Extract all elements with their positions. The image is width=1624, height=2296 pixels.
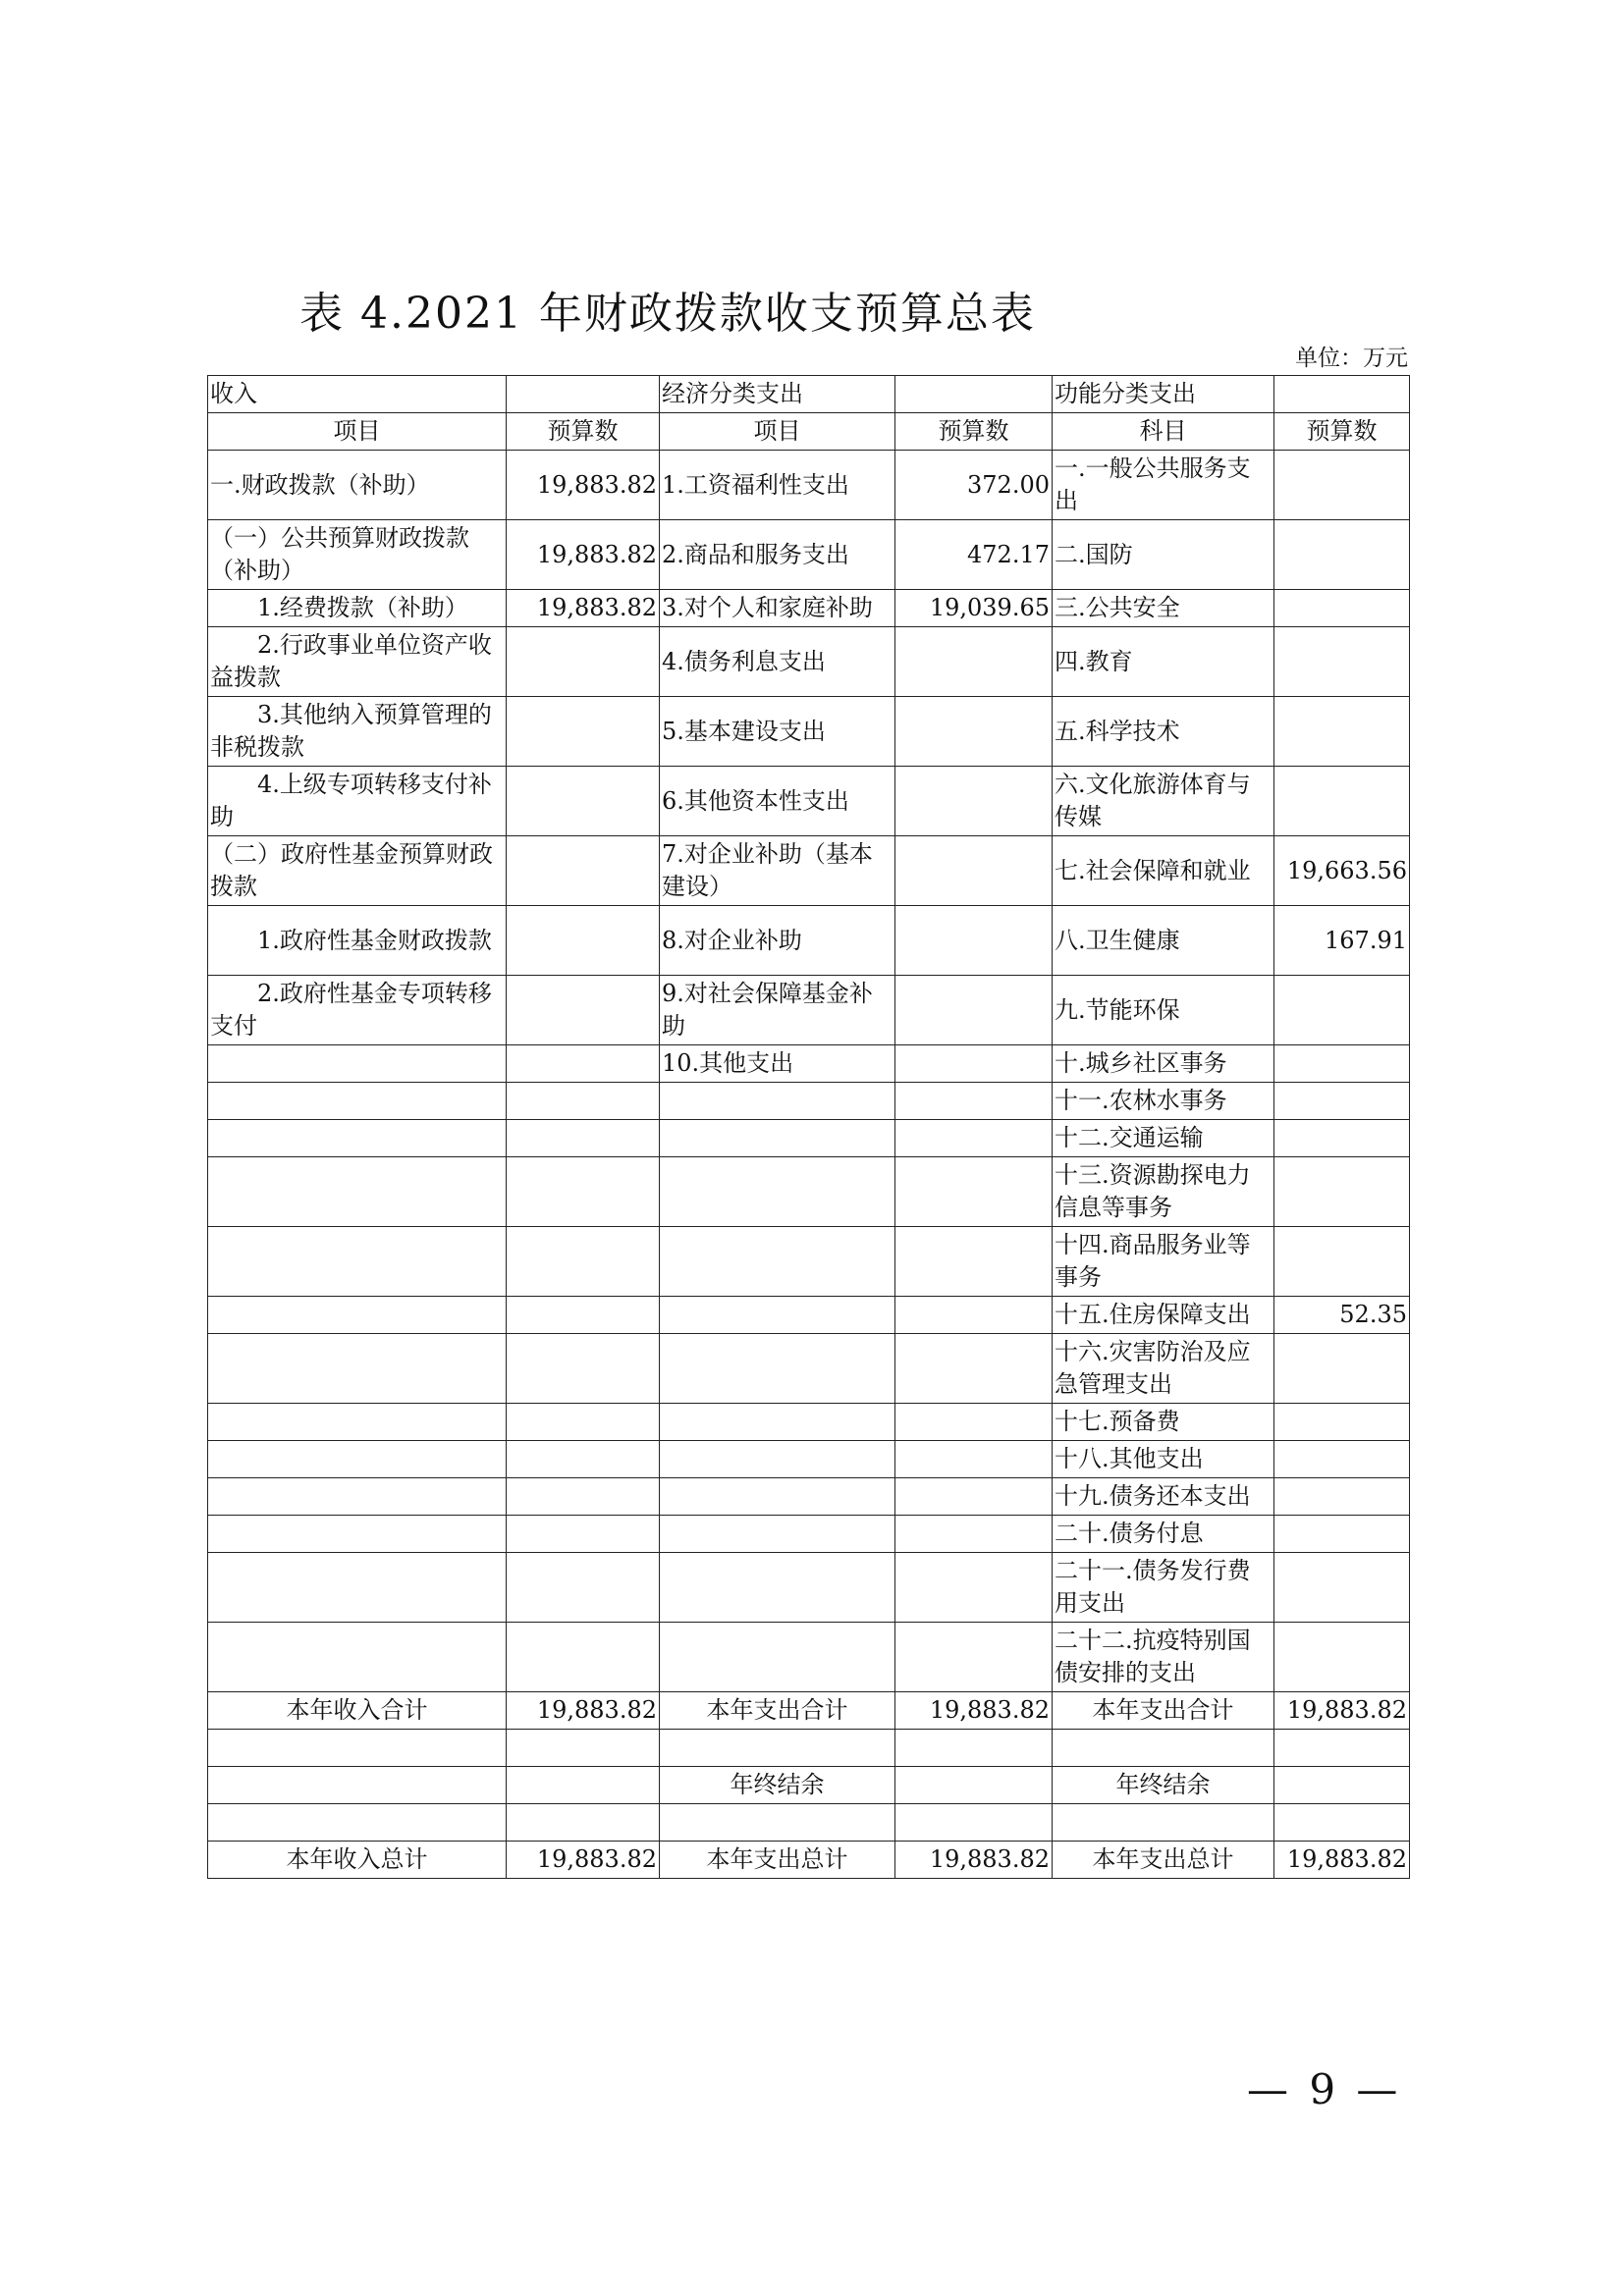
header-income-item: 项目 (208, 413, 507, 451)
cell-econ-item: 1.工资福利性支出 (660, 451, 895, 520)
cell-income-item: （一）公共预算财政拨款（补助） (208, 520, 507, 590)
grand-income-label: 本年收入总计 (208, 1842, 507, 1879)
table-row (208, 1297, 1410, 1334)
cell-econ-item (660, 1441, 895, 1478)
cell-econ-amount (895, 1553, 1053, 1623)
cell-func-amount (1274, 1334, 1410, 1404)
cell-func-amount (1274, 1623, 1410, 1692)
cell-income-amount (507, 1334, 660, 1404)
cell-func-item: 十六.灾害防治及应急管理支出 (1053, 1334, 1274, 1404)
cell-income-item (208, 1478, 507, 1516)
cell-income-item: 4.上级专项转移支付补助 (208, 767, 507, 836)
table-row (208, 1478, 1410, 1516)
table-row (208, 906, 1410, 976)
cell-econ-item: 2.商品和服务支出 (660, 520, 895, 590)
balance-func-label: 年终结余 (1053, 1767, 1274, 1804)
cell-func-amount (1274, 1553, 1410, 1623)
cell-income-item (208, 1516, 507, 1553)
cell-func-item: 六.文化旅游体育与传媒 (1053, 767, 1274, 836)
cell-econ-amount (895, 1623, 1053, 1692)
cell-econ-item: 4.债务利息支出 (660, 627, 895, 697)
cell-income-item: （二）政府性基金预算财政拨款 (208, 836, 507, 906)
table-row (208, 1045, 1410, 1083)
cell-func-item: 十七.预备费 (1053, 1404, 1274, 1441)
header-econ-amount: 预算数 (895, 413, 1053, 451)
cell-income-amount (507, 1157, 660, 1227)
group-func-blank (1274, 376, 1410, 413)
group-income: 收入 (208, 376, 507, 413)
cell-income-amount (507, 976, 660, 1045)
cell-func-item: 十八.其他支出 (1053, 1441, 1274, 1478)
table-row (208, 1623, 1410, 1692)
balance-row (208, 1767, 1410, 1804)
blank-row (208, 1804, 1410, 1842)
cell-income-amount (507, 1553, 660, 1623)
cell-income-item (208, 1334, 507, 1404)
cell-econ-item: 7.对企业补助（基本建设） (660, 836, 895, 906)
cell-econ-amount (895, 1516, 1053, 1553)
cell-func-item: 二十.债务付息 (1053, 1516, 1274, 1553)
total-func-label: 本年支出合计 (1053, 1692, 1274, 1730)
cell-income-amount (507, 836, 660, 906)
cell-func-item: 十五.住房保障支出 (1053, 1297, 1274, 1334)
cell-income-item (208, 1404, 507, 1441)
cell-econ-item (660, 1227, 895, 1297)
table-row (208, 1227, 1410, 1297)
table-row (208, 1083, 1410, 1120)
cell-econ-item (660, 1478, 895, 1516)
cell-income-amount: 19,883.82 (507, 520, 660, 590)
cell-econ-item: 10.其他支出 (660, 1045, 895, 1083)
table-row (208, 1120, 1410, 1157)
cell-income-item (208, 1045, 507, 1083)
cell-econ-amount (895, 697, 1053, 767)
cell-income-amount (507, 767, 660, 836)
cell-econ-item (660, 1334, 895, 1404)
cell-income-item: 3.其他纳入预算管理的非税拨款 (208, 697, 507, 767)
cell-func-amount (1274, 1083, 1410, 1120)
table-row (208, 1516, 1410, 1553)
cell-income-amount (507, 1120, 660, 1157)
grand-func-amount: 19,883.82 (1274, 1842, 1410, 1879)
cell-econ-item (660, 1516, 895, 1553)
cell-income-item (208, 1227, 507, 1297)
cell-func-item: 九.节能环保 (1053, 976, 1274, 1045)
cell-econ-item: 5.基本建设支出 (660, 697, 895, 767)
cell-income-item (208, 1623, 507, 1692)
cell-income-item: 一.财政拨款（补助） (208, 451, 507, 520)
cell-econ-item (660, 1404, 895, 1441)
cell-func-amount (1274, 767, 1410, 836)
cell-econ-item: 3.对个人和家庭补助 (660, 590, 895, 627)
cell-income-amount (507, 1516, 660, 1553)
group-income-blank (507, 376, 660, 413)
cell-income-item: 1.经费拨款（补助） (208, 590, 507, 627)
cell-func-amount (1274, 1478, 1410, 1516)
cell-econ-amount (895, 1334, 1053, 1404)
cell-func-item: 八.卫生健康 (1053, 906, 1274, 976)
cell-econ-amount (895, 1297, 1053, 1334)
cell-func-amount (1274, 1404, 1410, 1441)
cell-income-amount (507, 1623, 660, 1692)
page-number: — 9 — (1247, 2065, 1402, 2113)
total-econ-label: 本年支出合计 (660, 1692, 895, 1730)
header-func-item: 科目 (1053, 413, 1274, 451)
cell-econ-amount: 472.17 (895, 520, 1053, 590)
cell-func-item: 二.国防 (1053, 520, 1274, 590)
budget-table-body (208, 376, 1410, 1879)
cell-income-amount (507, 1227, 660, 1297)
cell-func-item: 十.城乡社区事务 (1053, 1045, 1274, 1083)
cell-income-item (208, 1157, 507, 1227)
table-row (208, 1553, 1410, 1623)
table-row (208, 836, 1410, 906)
grand-income-amount: 19,883.82 (507, 1842, 660, 1879)
cell-econ-item (660, 1083, 895, 1120)
cell-income-amount (507, 906, 660, 976)
table-row (208, 697, 1410, 767)
cell-func-amount (1274, 1441, 1410, 1478)
cell-econ-amount (895, 1404, 1053, 1441)
cell-econ-amount: 372.00 (895, 451, 1053, 520)
cell-income-item (208, 1120, 507, 1157)
cell-econ-item: 6.其他资本性支出 (660, 767, 895, 836)
cell-econ-amount (895, 1227, 1053, 1297)
cell-func-item: 三.公共安全 (1053, 590, 1274, 627)
grand-total-row (208, 1842, 1410, 1879)
cell-econ-amount (895, 1083, 1053, 1120)
cell-income-item: 2.行政事业单位资产收益拨款 (208, 627, 507, 697)
cell-econ-amount: 19,039.65 (895, 590, 1053, 627)
table-row (208, 767, 1410, 836)
cell-func-amount (1274, 520, 1410, 590)
cell-income-item (208, 1297, 507, 1334)
unit-label: 单位：万元 (1295, 346, 1408, 371)
cell-income-amount (507, 1297, 660, 1334)
cell-econ-amount (895, 836, 1053, 906)
cell-func-amount: 167.91 (1274, 906, 1410, 976)
cell-econ-amount (895, 1478, 1053, 1516)
blank-row (208, 1730, 1410, 1767)
cell-func-item: 十一.农林水事务 (1053, 1083, 1274, 1120)
cell-func-amount (1274, 1120, 1410, 1157)
cell-econ-amount (895, 1157, 1053, 1227)
table-row (208, 520, 1410, 590)
table-row (208, 451, 1410, 520)
header-econ-item: 项目 (660, 413, 895, 451)
cell-econ-amount (895, 1441, 1053, 1478)
cell-income-amount: 19,883.82 (507, 451, 660, 520)
balance-econ-label: 年终结余 (660, 1767, 895, 1804)
cell-func-amount: 19,663.56 (1274, 836, 1410, 906)
cell-func-amount (1274, 451, 1410, 520)
table-row (208, 590, 1410, 627)
cell-func-item: 十四.商品服务业等事务 (1053, 1227, 1274, 1297)
page-title: 表 4.2021 年财政拨款收支预算总表 (299, 289, 1036, 339)
cell-econ-amount (895, 976, 1053, 1045)
grand-func-label: 本年支出总计 (1053, 1842, 1274, 1879)
cell-func-amount: 52.35 (1274, 1297, 1410, 1334)
table-row (208, 1334, 1410, 1404)
group-econ-blank (895, 376, 1053, 413)
cell-income-amount (507, 1083, 660, 1120)
cell-econ-item (660, 1623, 895, 1692)
cell-func-amount (1274, 697, 1410, 767)
group-econ: 经济分类支出 (660, 376, 895, 413)
cell-econ-item: 9.对社会保障基金补助 (660, 976, 895, 1045)
header-income-amount: 预算数 (507, 413, 660, 451)
cell-income-amount (507, 697, 660, 767)
cell-func-item: 二十一.债务发行费用支出 (1053, 1553, 1274, 1623)
group-func: 功能分类支出 (1053, 376, 1274, 413)
cell-income-amount (507, 1404, 660, 1441)
table-row (208, 1441, 1410, 1478)
table-row (208, 976, 1410, 1045)
total-income-amount: 19,883.82 (507, 1692, 660, 1730)
grand-econ-label: 本年支出总计 (660, 1842, 895, 1879)
cell-income-amount (507, 627, 660, 697)
cell-econ-amount (895, 1045, 1053, 1083)
cell-econ-item (660, 1553, 895, 1623)
cell-func-amount (1274, 1157, 1410, 1227)
table-row (208, 627, 1410, 697)
cell-func-amount (1274, 1227, 1410, 1297)
table-row (208, 1404, 1410, 1441)
cell-econ-amount (895, 767, 1053, 836)
total-econ-amount: 19,883.82 (895, 1692, 1053, 1730)
total-income-label: 本年收入合计 (208, 1692, 507, 1730)
cell-func-amount (1274, 1516, 1410, 1553)
cell-func-item: 四.教育 (1053, 627, 1274, 697)
grand-econ-amount: 19,883.82 (895, 1842, 1053, 1879)
cell-func-item: 十三.资源勘探电力信息等事务 (1053, 1157, 1274, 1227)
cell-func-item: 十九.债务还本支出 (1053, 1478, 1274, 1516)
cell-econ-amount (895, 627, 1053, 697)
cell-func-item: 一.一般公共服务支出 (1053, 451, 1274, 520)
cell-income-item: 2.政府性基金专项转移支付 (208, 976, 507, 1045)
cell-econ-amount (895, 906, 1053, 976)
cell-func-amount (1274, 590, 1410, 627)
cell-econ-amount (895, 1120, 1053, 1157)
cell-econ-item (660, 1297, 895, 1334)
group-header-row (208, 376, 1410, 413)
cell-income-amount (507, 1045, 660, 1083)
column-header-row (208, 413, 1410, 451)
cell-income-item: 1.政府性基金财政拨款 (208, 906, 507, 976)
cell-income-amount (507, 1441, 660, 1478)
cell-func-item: 五.科学技术 (1053, 697, 1274, 767)
cell-func-amount (1274, 976, 1410, 1045)
cell-func-amount (1274, 1045, 1410, 1083)
cell-func-item: 二十二.抗疫特别国债安排的支出 (1053, 1623, 1274, 1692)
header-func-amount: 预算数 (1274, 413, 1410, 451)
cell-income-item (208, 1553, 507, 1623)
budget-table (207, 375, 1410, 1879)
cell-income-item (208, 1441, 507, 1478)
table-row (208, 1157, 1410, 1227)
cell-func-item: 七.社会保障和就业 (1053, 836, 1274, 906)
total-func-amount: 19,883.82 (1274, 1692, 1410, 1730)
cell-func-item: 十二.交通运输 (1053, 1120, 1274, 1157)
totals-row (208, 1692, 1410, 1730)
cell-income-item (208, 1083, 507, 1120)
cell-econ-item (660, 1120, 895, 1157)
cell-econ-item: 8.对企业补助 (660, 906, 895, 976)
cell-income-amount (507, 1478, 660, 1516)
cell-income-amount: 19,883.82 (507, 590, 660, 627)
cell-econ-item (660, 1157, 895, 1227)
cell-func-amount (1274, 627, 1410, 697)
